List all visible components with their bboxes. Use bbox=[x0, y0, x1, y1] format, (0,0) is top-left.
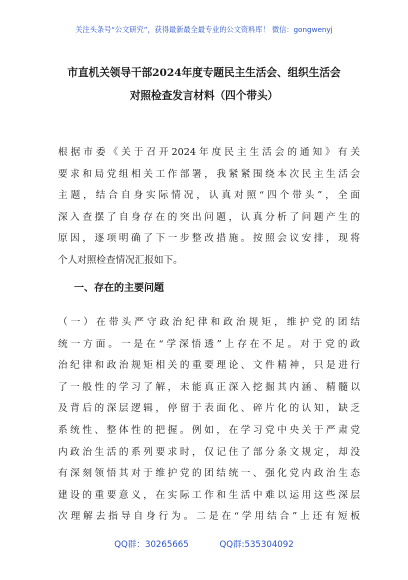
document-title-line2: 对照检查发言材料（四个带头） bbox=[129, 90, 279, 102]
section1-line: 次理解去指导自身行为。二是在“学用结合”上还有短板 bbox=[58, 511, 360, 523]
intro-line: 根据市委《关于召开2024年度民主生活会的通知》有关 bbox=[58, 147, 360, 158]
section1-paragraph bbox=[58, 312, 360, 528]
intro-line: 个人对照检查情况汇报如下。 bbox=[58, 254, 183, 266]
section1-line: 治纪律和政治规矩相关的重要理论、文件精神，只是进行 bbox=[58, 360, 360, 372]
footer-qq-group-1: QQ群：30265665 bbox=[114, 540, 189, 550]
section1-line: （一）在带头严守政治纪律和政治规矩，维护党的团结 bbox=[58, 317, 360, 328]
section1-line: 及背后的深层逻辑，停留于表面化、碎片化的认知，缺乏 bbox=[58, 403, 360, 415]
footer-contacts bbox=[0, 538, 408, 550]
header-promo-note: 关注头条号“公文研究”，获得最新最全最专业的公文资料库！ 微信：gongwenyj bbox=[75, 25, 333, 34]
section-heading: 一、存在的主要问题 bbox=[74, 283, 164, 294]
footer-qq-group-2: QQ群:535304092 bbox=[219, 540, 294, 550]
section1-line: 系统性、整体性的把握。例如，在学习党中央关于严肃党 bbox=[58, 424, 360, 436]
section1-line: 了一般性的学习了解，未能真正深入挖掘其内涵、精髓以 bbox=[58, 381, 360, 393]
section1-line: 内政治生活的系列要求时，仅记住了部分条文规定，却没 bbox=[58, 446, 360, 458]
intro-paragraph bbox=[58, 142, 360, 272]
intro-line: 要求和局党组相关工作部署，我紧紧围绕本次民主生活会 bbox=[58, 168, 360, 180]
section1-line: 统一方面。一是在“学深悟透”上存在不足。对于党的政 bbox=[58, 338, 360, 350]
intro-line: 原因，逐项明确了下一步整改措施。按照会议安排，现将 bbox=[58, 233, 360, 245]
document-title-line1: 市直机关领导干部2024年度专题民主生活会、组织生活会 bbox=[67, 67, 341, 79]
intro-line: 深入查摆了自身存在的突出问题，认真分析了问题产生的 bbox=[58, 211, 360, 223]
section1-line: 建设的重要意义，在实际工作和生活中难以运用这些深层 bbox=[58, 489, 360, 501]
section1-line: 有深刻领悟其对于维护党的团结统一、强化党内政治生态 bbox=[58, 468, 360, 480]
intro-line: 主题，结合自身实际情况，认真对照“四个带头”，全面 bbox=[58, 190, 360, 202]
